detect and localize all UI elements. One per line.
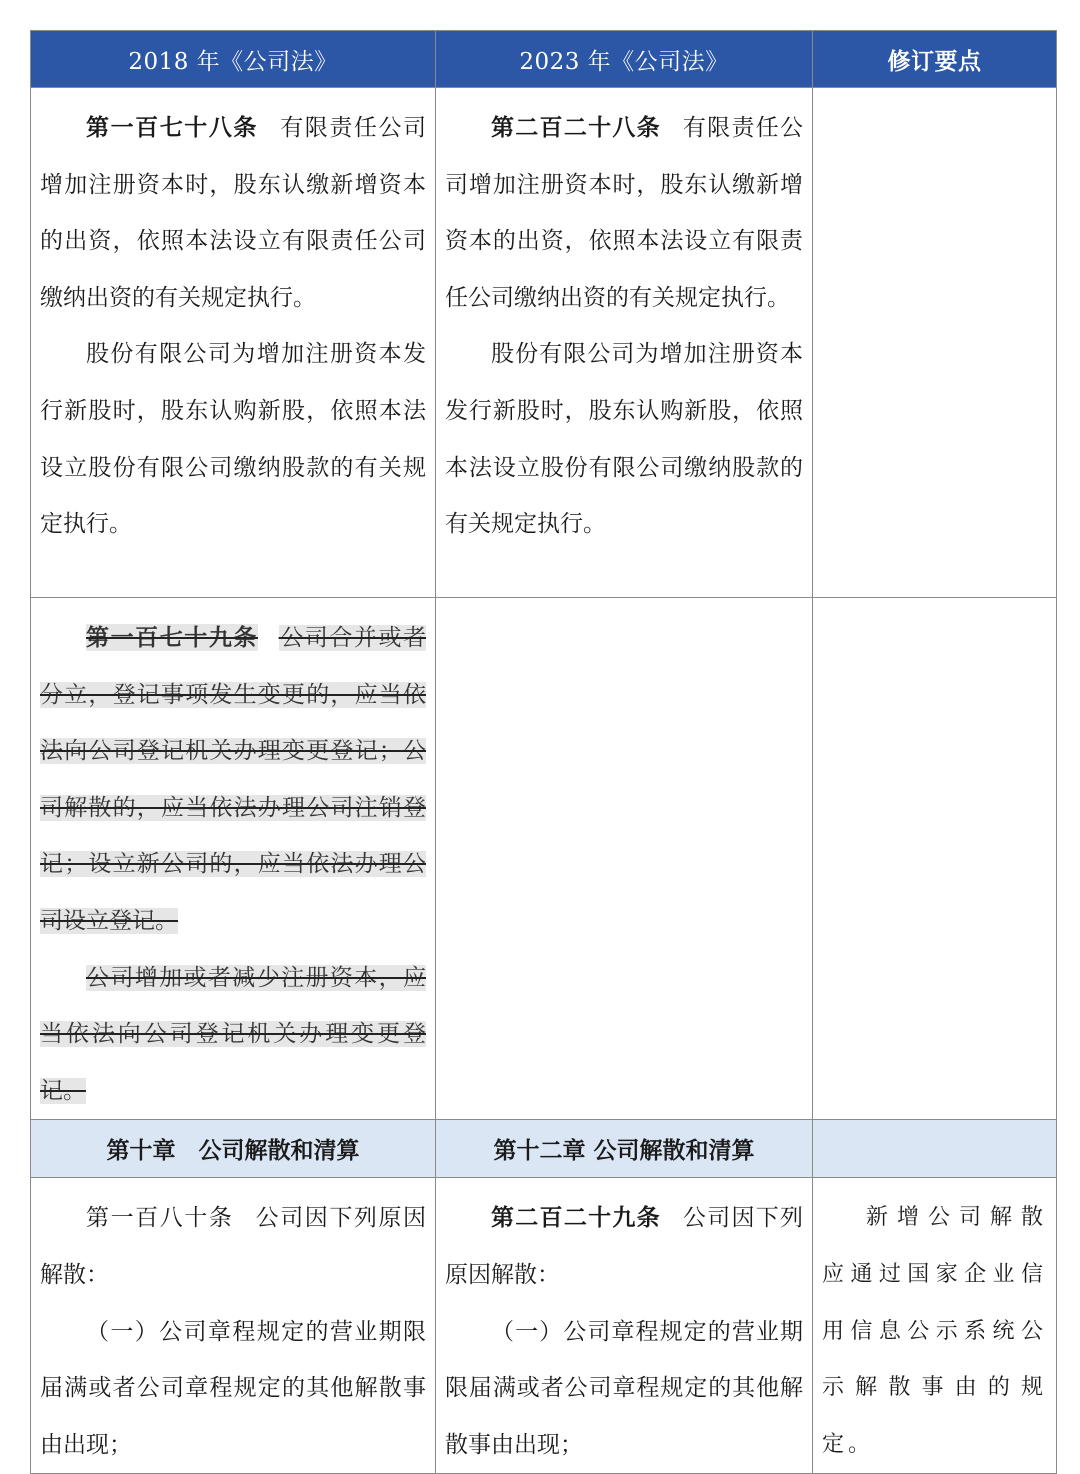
- cell-2023-article-229: [436, 1178, 813, 1474]
- cell-revision-note: [813, 598, 1057, 1120]
- header-2023-law: 2023 年《公司法》: [436, 31, 813, 88]
- header-2018-law: 2018 年《公司法》: [31, 31, 436, 88]
- paragraph: [445, 100, 803, 326]
- chapter-title-2018: 第十章 公司解散和清算: [31, 1120, 436, 1178]
- article-text: 公司增加或者减少注册资本，应当依法向公司登记机关办理变更登记。: [40, 964, 426, 1104]
- deleted-paragraph: [40, 950, 426, 1120]
- law-comparison-document: [30, 30, 1056, 1474]
- paragraph: 股份有限公司为增加注册资本发行新股时，股东认购新股，依照本法设立股份有限公司缴纳股款的有关规定执行。: [445, 341, 803, 538]
- cell-2023-empty: [436, 598, 813, 1120]
- cell-2018-article-180: [31, 1178, 436, 1474]
- paragraph: （一）公司章程规定的营业期限届满或者公司章程规定的其他解散事由出现；: [445, 1318, 803, 1458]
- article-number: 第一百七十九条: [86, 624, 258, 651]
- deleted-paragraph: [40, 610, 426, 950]
- table-row: [31, 1178, 1057, 1474]
- article-text: 公司因下列原因解散：: [445, 1205, 804, 1288]
- cell-revision-note: [813, 88, 1057, 598]
- table-row: [31, 88, 1057, 598]
- paragraph: [40, 1190, 426, 1303]
- article-text: 公司因下列原因解散：: [40, 1205, 426, 1288]
- article-text: 有限责任公司增加注册资本时，股东认缴新增资本的出资，依照本法设立有限责任公司缴纳出资的有关规定执行。: [40, 115, 426, 311]
- cell-2018-article-178: [31, 88, 436, 598]
- cell-revision-note: [813, 1178, 1057, 1474]
- article-number: 第二百二十九条: [491, 1204, 661, 1232]
- comparison-table: [30, 30, 1057, 1474]
- table-header-row: [31, 31, 1057, 88]
- article-text: 公司合并或者分立，登记事项发生变更的，应当依法向公司登记机关办理变更登记；公司解散的，应当依法办理公司注销登记；设立新公司的，应当依法办理公司设立登记。: [40, 625, 426, 934]
- chapter-row: [31, 1120, 1057, 1178]
- chapter-note: [813, 1120, 1057, 1178]
- cell-2018-article-179-deleted: [31, 598, 436, 1120]
- paragraph: 股份有限公司为增加注册资本发行新股时，股东认购新股，依照本法设立股份有限公司缴纳股款的有关规定执行。: [40, 341, 426, 538]
- cell-2023-article-228: [436, 88, 813, 598]
- paragraph: （一）公司章程规定的营业期限届满或者公司章程规定的其他解散事由出现；: [40, 1318, 426, 1458]
- paragraph: [40, 100, 426, 326]
- table-row: [31, 598, 1057, 1120]
- header-revision-points: 修订要点: [813, 31, 1057, 88]
- article-number: 第一百七十八条: [86, 114, 258, 141]
- article-number: 第二百二十八条: [491, 114, 661, 141]
- paragraph: [445, 1190, 803, 1303]
- article-text: 有限责任公司增加注册资本时，股东认缴新增资本的出资，依照本法设立有限责任公司缴纳出资的有关规定执行。: [445, 115, 804, 311]
- chapter-title-2023: 第十二章 公司解散和清算: [436, 1120, 813, 1178]
- article-number: 第一百八十条: [86, 1205, 234, 1232]
- revision-note-text: 新增公司解散应通过国家企业信用信息公示系统公示解散事由的规定。: [822, 1205, 1047, 1457]
